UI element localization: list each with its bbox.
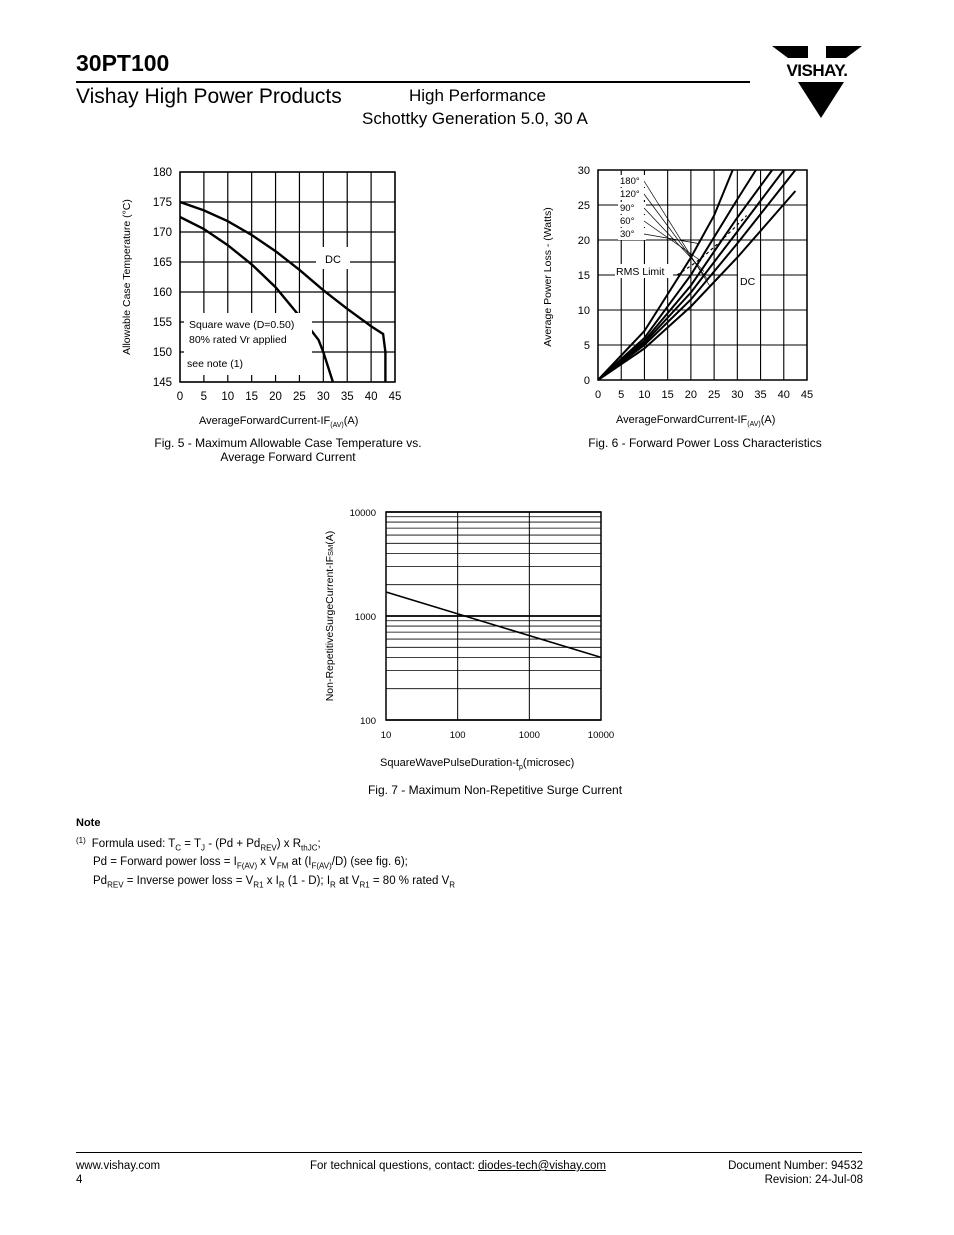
footer-contact-prefix: For technical questions, contact: — [310, 1160, 479, 1172]
vishay-logo — [768, 44, 866, 122]
footer-page-number: 4 — [76, 1174, 83, 1186]
fig6-x-tick-label: 5 — [618, 389, 625, 401]
note-line-3: $Pd_{REV}$ = Inverse power loss = $V_{R1}$ x $I_R$ (1 - D); $I_R$ at $V_{R1} = 80$ % rated $V_R$ — [93, 874, 456, 889]
fig5-y-tick-label: 180 — [152, 167, 172, 179]
fig5-x-tick-label: 10 — [221, 391, 235, 403]
fig6-angle-label: 90° — [620, 203, 635, 214]
footer-rule — [76, 1152, 862, 1153]
footer-doc-number: Document Number: 94532 — [728, 1160, 863, 1172]
fig5-legend-line2: 80% rated Vr applied — [189, 334, 287, 346]
subtitle-line-1: High Performance — [409, 86, 547, 105]
fig5-chart — [110, 155, 440, 435]
fig5-legend-line1: Square wave (D=0.50) — [189, 319, 295, 331]
header-rule — [76, 81, 750, 83]
fig5-y-tick-label: 170 — [152, 227, 172, 239]
fig5-x-tick-label: 15 — [245, 391, 259, 403]
logo-triangle — [798, 82, 844, 118]
product-subtitle — [362, 84, 588, 130]
footer-right — [728, 1159, 863, 1187]
fig7-y-tick-label: 100 — [360, 716, 376, 727]
fig6-angle-label: 120° — [620, 189, 640, 200]
footer-website[interactable]: www.vishay.com — [76, 1160, 161, 1172]
note-ref: (1) — [76, 836, 86, 845]
fig6-y-tick-label: 30 — [577, 165, 590, 177]
fig6-rms-label: RMS Limit — [616, 266, 665, 278]
fig5-x-tick-label: 5 — [200, 391, 208, 403]
fig7-grid — [386, 512, 601, 720]
footer-left — [76, 1159, 160, 1187]
subtitle-line-2: Schottky Generation 5.0, 30 A — [362, 109, 588, 128]
fig6-y-tick-label: 10 — [577, 305, 590, 317]
footer-contact-email[interactable]: diodes-tech@vishay.com — [478, 1160, 606, 1172]
fig7-x-tick-label: 1000 — [518, 730, 540, 741]
fig6-x-tick-label: 45 — [800, 389, 814, 401]
fig6-x-tick-label: 35 — [754, 389, 767, 401]
fig6-x-tick-label: 0 — [594, 389, 602, 401]
fig5-x-tick-label: 35 — [340, 391, 354, 403]
logo-left-wing — [772, 46, 808, 58]
logo-text: VISHAY. — [786, 61, 848, 80]
fig7-caption: Fig. 7 - Maximum Non-Repetitive Surge Current — [367, 783, 623, 797]
note-line-2: Pd = Forward power loss = $I_{F(AV)}$ x $V_{FM}$ at $(I_{F(AV)}/D)$ (see fig. 6); — [93, 856, 408, 871]
logo-right-wing — [826, 46, 862, 58]
fig5-x-tick-label: 20 — [269, 391, 282, 403]
fig5-x-tick-label: 45 — [388, 391, 402, 403]
fig6-x-tick-label: 10 — [638, 389, 651, 401]
fig7-y-tick-label: 1000 — [354, 612, 376, 623]
fig5-caption-line1: Fig. 5 - Maximum Allowable Case Temperature vs. — [154, 436, 422, 450]
footer-revision: Revision: 24-Jul-08 — [764, 1174, 863, 1186]
fig6-y-tick-label: 20 — [577, 235, 590, 247]
fig6-y-tick-label: 15 — [577, 270, 590, 282]
fig6-x-tick-label: 30 — [731, 389, 744, 401]
fig5-x-tick-label: 0 — [176, 391, 184, 403]
fig6-angle-leader — [644, 234, 698, 244]
fig5-caption-line2: Average Forward Current — [220, 450, 356, 464]
fig6-x-tick-label: 15 — [661, 389, 674, 401]
fig5-y-tick-label: 175 — [152, 197, 172, 209]
fig6-x-tick-label: 40 — [777, 389, 790, 401]
fig6-angle-label: 30° — [620, 229, 635, 240]
fig5-x-tick-label: 40 — [364, 391, 378, 403]
part-number: 30PT100 — [76, 50, 170, 76]
fig5-ylabel: Allowable Case Temperature (°C) — [121, 199, 133, 355]
fig6-y-tick-label: 25 — [577, 200, 590, 212]
fig6-x-tick-label: 20 — [684, 389, 698, 401]
fig6-xlabel: AverageForwardCurrent-$IF_{(AV)}(A)$ — [616, 414, 776, 428]
fig7-x-tick-label: 10000 — [587, 730, 615, 741]
fig6-angle-label: 60° — [620, 216, 635, 227]
fig5-caption — [128, 436, 448, 464]
fig5-y-tick-label: 160 — [152, 287, 172, 299]
fig7-y-tick-label: 10000 — [349, 508, 376, 519]
fig6-chart — [530, 155, 830, 435]
fig7-ylabel: Non-RepetitiveSurgeCurrent-IFSM(A) — [324, 530, 336, 702]
fig6-caption: Fig. 6 - Forward Power Loss Characteristics — [588, 436, 822, 450]
fig5-y-tick-label: 145 — [152, 377, 172, 389]
fig6-ylabel: Average Power Loss - (Watts) — [542, 207, 554, 347]
footer-contact — [310, 1159, 606, 1173]
fig7-x-tick-label: 100 — [449, 730, 466, 741]
fig5-xlabel: AverageForwardCurrent-$IF_{(AV)}(A)$ — [199, 415, 359, 429]
fig5-dc-label: DC — [325, 254, 341, 266]
note-title: Note — [76, 817, 101, 829]
fig5-y-tick-label: 155 — [152, 317, 172, 329]
fig5-y-tick-label: 150 — [152, 347, 172, 359]
fig6-y-tick-label: 5 — [583, 340, 590, 352]
company-name: Vishay High Power Products — [76, 85, 342, 108]
note-line-1: $^{(1)}$ Formula used: $T_C = T_J - (Pd + Pd_{REV})$ x $R_{thJC}$; — [76, 836, 321, 853]
note-body — [76, 833, 455, 892]
fig7-chart — [315, 500, 635, 780]
fig5-y-tick-label: 165 — [152, 257, 172, 269]
fig7-x-tick-label: 10 — [380, 730, 392, 741]
fig5-x-tick-label: 25 — [293, 391, 306, 403]
fig6-x-tick-label: 25 — [707, 389, 721, 401]
fig7-xlabel: SquareWavePulseDuration-$t_p(microsec)$ — [380, 757, 575, 771]
fig6-dc-label: DC — [740, 276, 756, 288]
fig5-x-tick-label: 30 — [316, 391, 330, 403]
fig5-legend-line3: see note (1) — [187, 358, 244, 370]
fig6-angle-label: 180° — [620, 176, 640, 187]
fig6-y-tick-label: 0 — [583, 375, 590, 387]
